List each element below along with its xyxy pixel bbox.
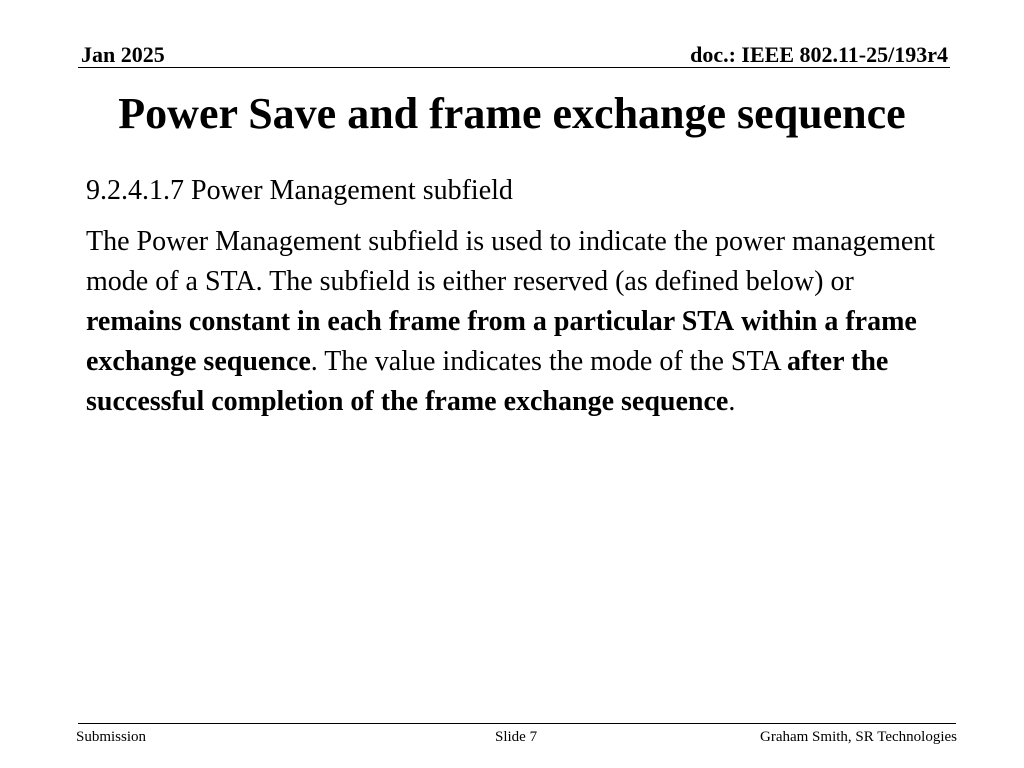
header-divider xyxy=(78,67,950,68)
paragraph-emphasis-1: remains constant in each frame from a particular STA xyxy=(86,306,735,337)
footer-submission: Submission xyxy=(76,729,147,745)
paragraph-text-1: The Power Management subfield is used to indicate the power management mode of a STA. The subfield is either reserved (as defined below) or xyxy=(86,226,936,297)
section-heading: 9.2.4.1.7 Power Management subfield xyxy=(86,175,513,206)
footer-slide-number: Slide 7 xyxy=(495,729,538,745)
body-paragraph xyxy=(86,222,946,422)
paragraph-text-3: . The value indicates the mode of the STA xyxy=(310,346,787,377)
slide-title: Power Save and frame exchange sequence xyxy=(118,89,906,138)
footer-author: Graham Smith, SR Technologies xyxy=(760,729,957,745)
header-date: Jan 2025 xyxy=(81,42,165,67)
paragraph-emphasis-3: after the successful completion of the frame exchange sequence xyxy=(86,346,889,417)
footer-divider xyxy=(78,723,956,724)
paragraph-text-4: . xyxy=(728,386,736,417)
header-doc-id: doc.: IEEE 802.11-25/193r4 xyxy=(690,42,948,67)
slide-body xyxy=(86,171,946,422)
paragraph-emphasis-2: within a frame exchange sequence xyxy=(86,306,917,377)
